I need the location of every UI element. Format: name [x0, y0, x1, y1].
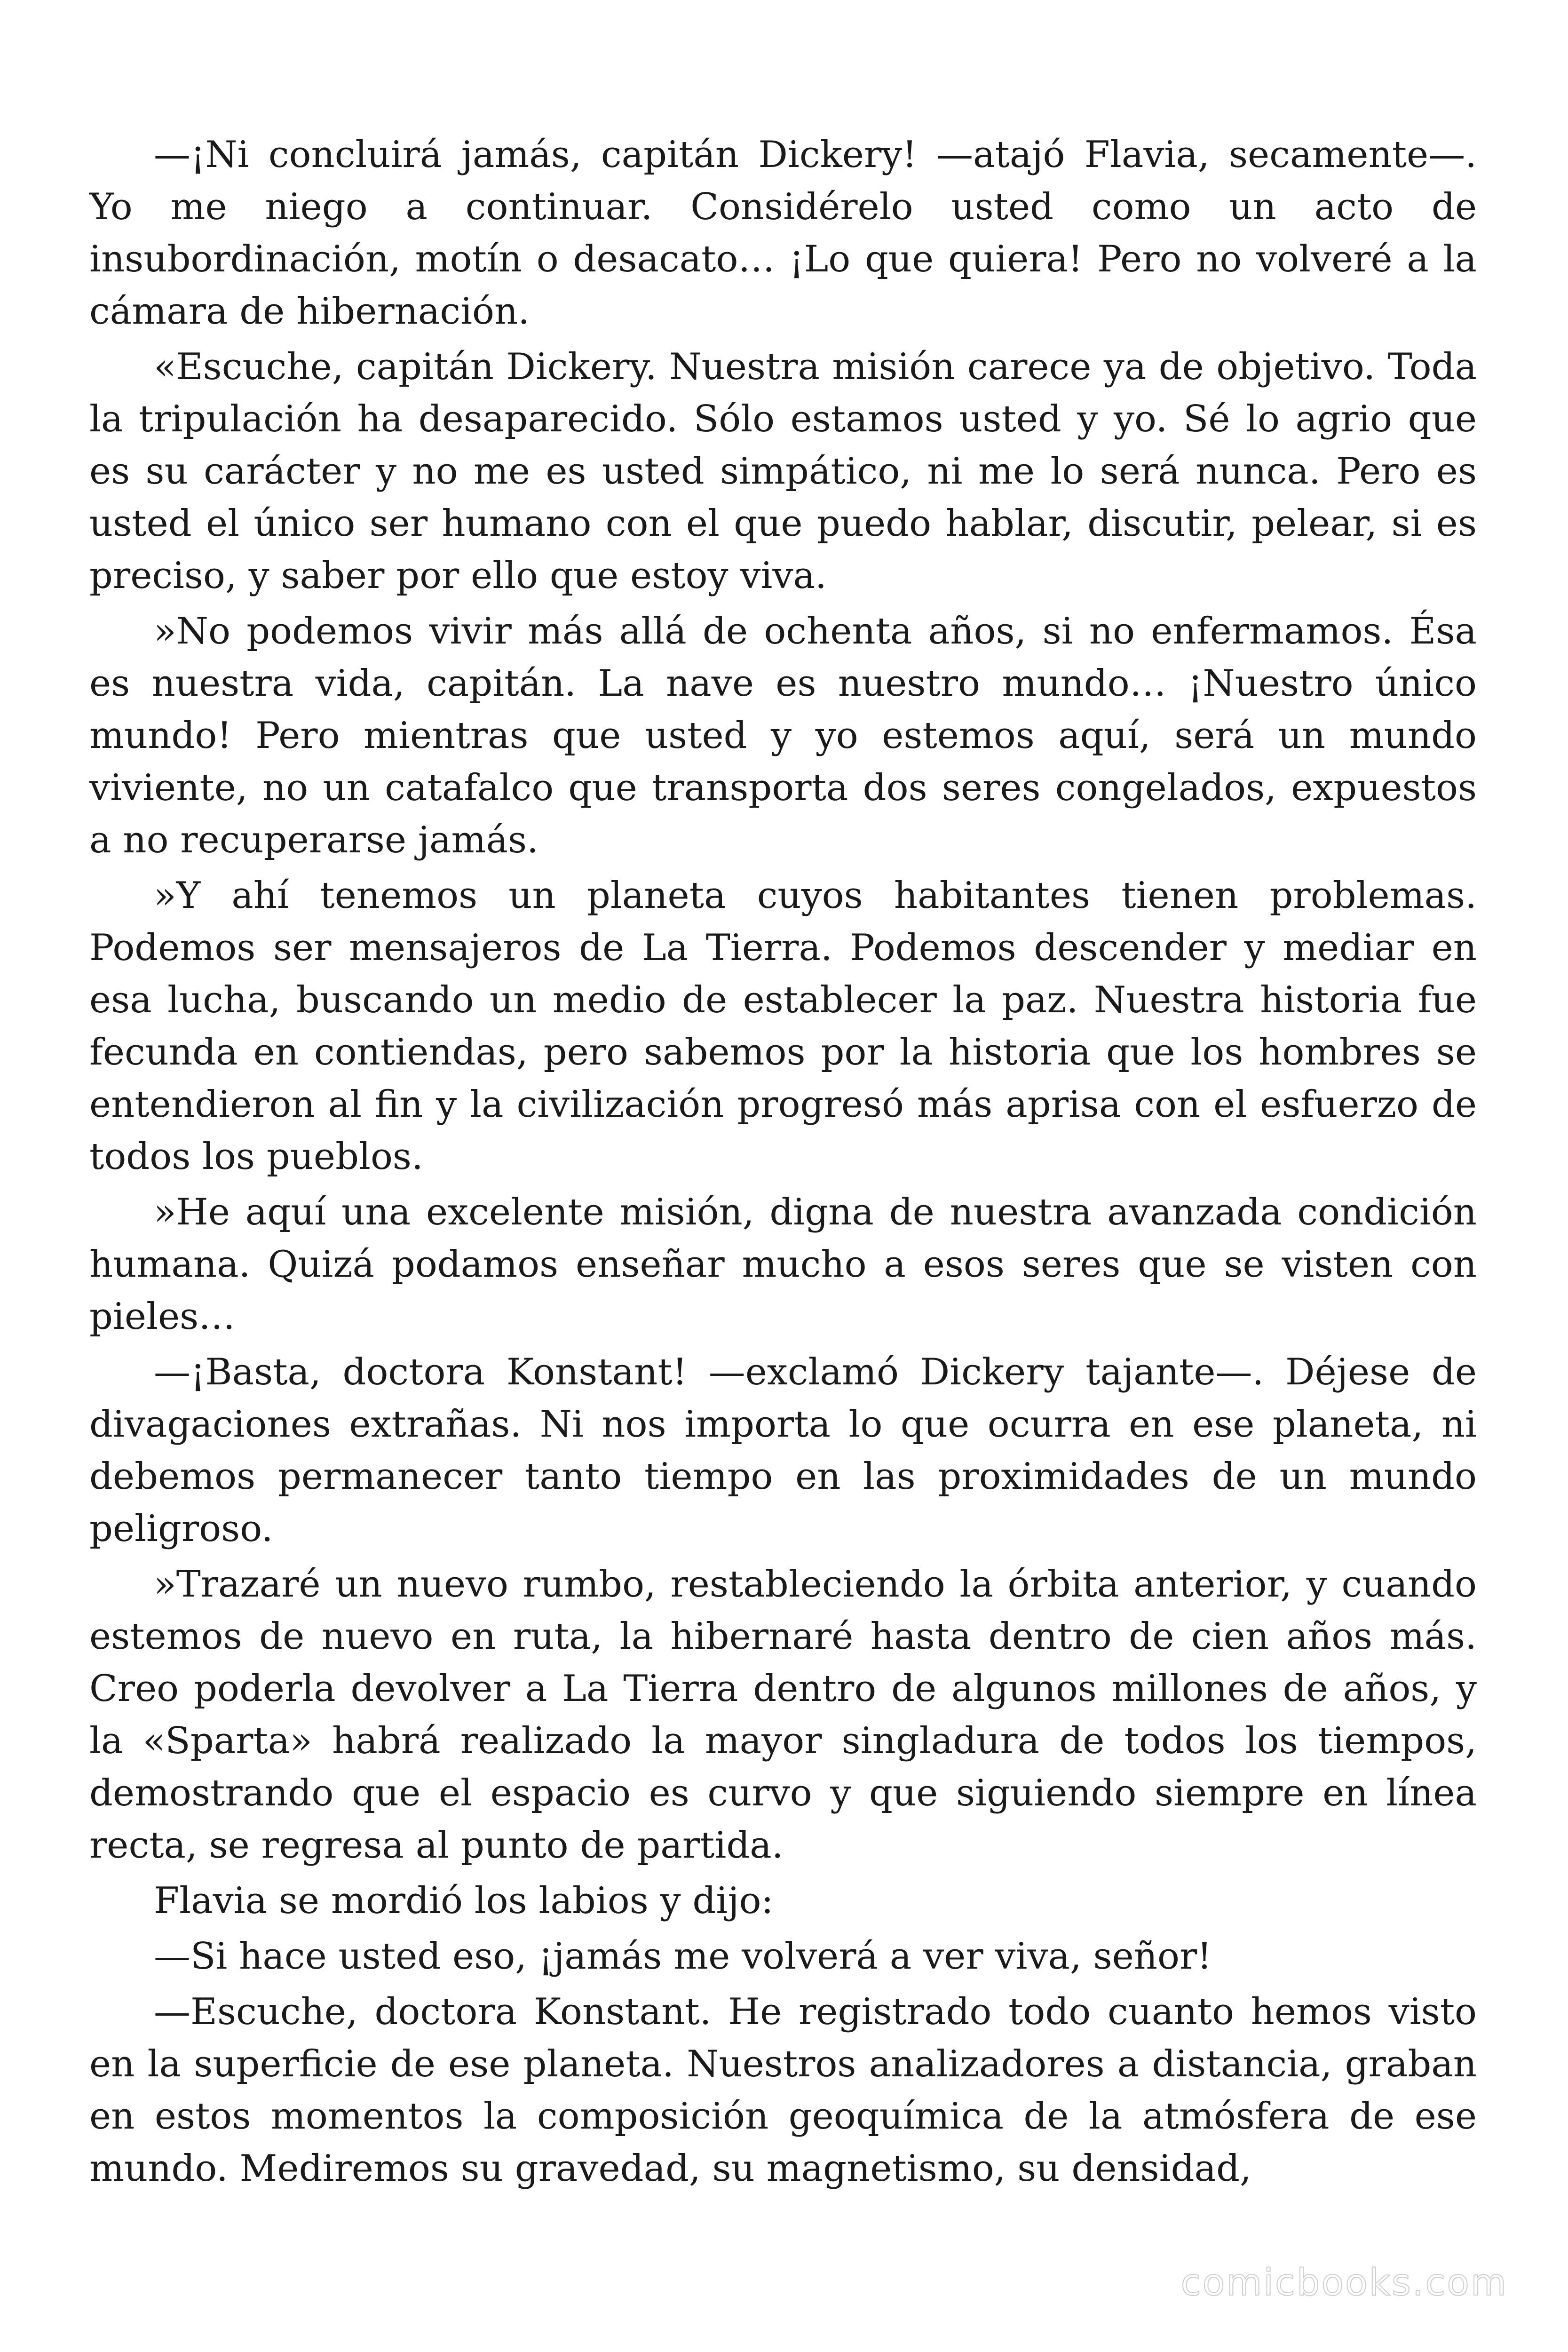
paragraph: «Escuche, capitán Dickery. Nuestra misión carece ya de objetivo. Toda la tripulación ha desaparecido. Sólo estamos usted y yo. Sé lo agrio que es su carácter y no me es usted simpático, ni me lo será nunca. Pero es usted el único ser humano con el que puedo hablar, discutir, pelear, si es preciso, y saber por ello que estoy viva. — [89, 346, 1477, 597]
watermark: comicbooks.com — [1180, 2262, 1508, 2304]
paragraph: —¡Ni concluirá jamás, capitán Dickery! —atajó Flavia, secamente—. Yo me niego a continuar. Considérelo usted como un acto de insubordinación, motín o desacato… ¡Lo que quiera! Pero no volveré a la cámara de hibernación. — [89, 134, 1477, 333]
paragraph: —Si hace usted eso, ¡jamás me volverá a ver viva, señor! — [154, 1935, 1212, 1978]
paragraph: »Y ahí tenemos un planeta cuyos habitantes tienen problemas. Podemos ser mensajeros de La Tierra. Podemos descender y mediar en esa lucha, buscando un medio de establecer la paz. Nuestra historia fue fecunda en contiendas, pero sabemos por la historia que los hombres se entendieron al fin y la civilización progresó más aprisa con el esfuerzo de todos los pueblos. — [89, 874, 1477, 1178]
paragraph-last: —Escuche, doctora Konstant. He registrado todo cuanto hemos visto en la superficie de ese planeta. Nuestros analizadores a distancia, graban en estos momentos la composición geoquímica de la atmósfera de ese mundo. Mediremos su gravedad, su magnetismo, su densidad, — [89, 1991, 1477, 2190]
paragraph: »He aquí una excelente misión, digna de nuestra avanzada condición humana. Quizá podamos enseñar mucho a esos seres que se visten con pieles… — [89, 1191, 1477, 1338]
paragraph: »No podemos vivir más allá de ochenta años, si no enfermamos. Ésa es nuestra vida, capitán. La nave es nuestro mundo… ¡Nuestro único mundo! Pero mientras que usted y yo estemos aquí, será un mundo viviente, no un catafalco que transporta dos seres congelados, expuestos a no recuperarse jamás. — [89, 610, 1477, 861]
paragraph: —¡Basta, doctora Konstant! —exclamó Dickery tajante—. Déjese de divagaciones extrañas. Ni nos importa lo que ocurra en ese planeta, ni debemos permanecer tanto tiempo en las proximidades de un mundo peligroso. — [89, 1351, 1477, 1550]
paragraph: Flavia se mordió los labios y dijo: — [154, 1880, 774, 1922]
book-page-text — [89, 129, 1477, 2198]
paragraph: »Trazaré un nuevo rumbo, restableciendo la órbita anterior, y cuando estemos de nuevo en ruta, la hibernaré hasta dentro de cien años más. Creo poderla devolver a La Tierra dentro de algunos millones de años, y la «Sparta» habrá realizado la mayor singladura de todos los tiempos, demostrando que el espacio es curvo y que siguiendo siempre en línea recta, se regresa al punto de partida. — [89, 1563, 1477, 1867]
